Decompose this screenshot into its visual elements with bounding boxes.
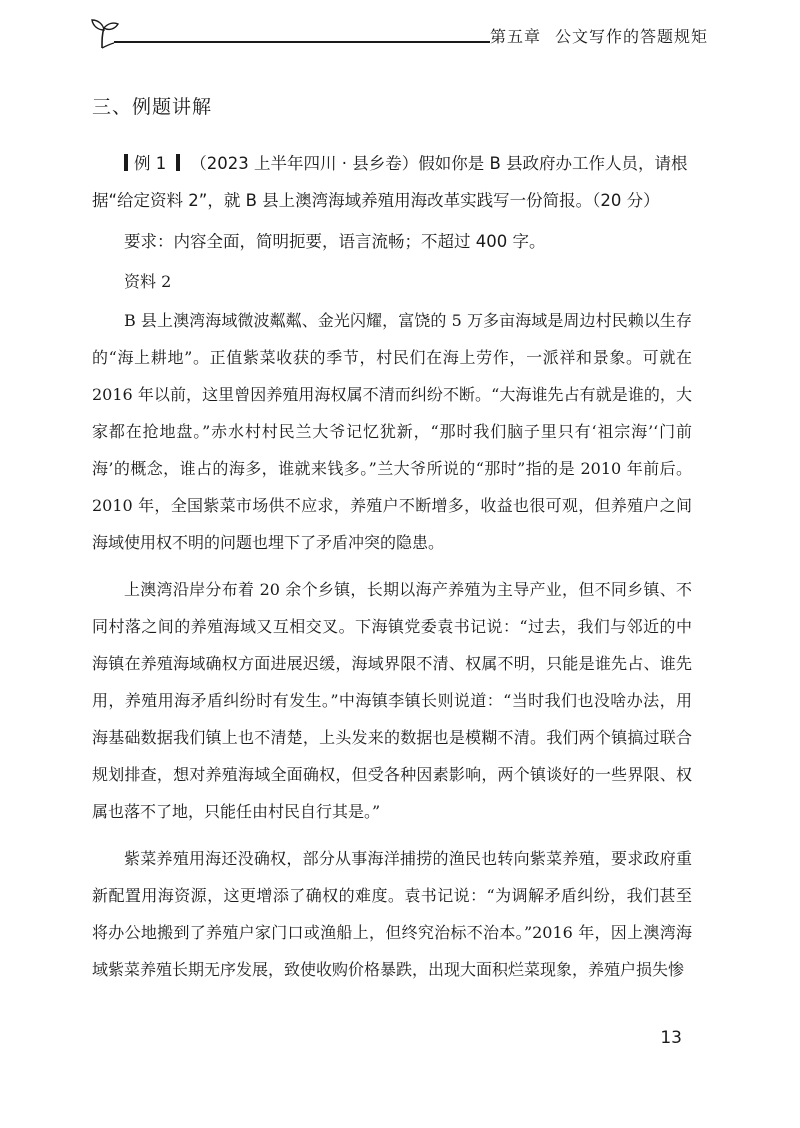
material-paragraph: 紫菜养殖用海还没确权，部分从事海洋捕捞的渔民也转向紫菜养殖，要求政府重新配置用海资源，这更增添了确权的难度。袁书记说：“为调解矛盾纠纷，我们甚至将办公地搬到了养殖户家门口或渔船上，但终究治标不治本。”2016 年，因上澳湾海域紫菜养殖长期无序发展，致使收购价格暴跌，出现大面积烂菜现象，养殖户损失惨 <box>92 849 692 979</box>
page-number: 13 <box>660 1028 682 1048</box>
material-label: 资料 2 <box>124 272 172 291</box>
running-header <box>88 18 708 52</box>
page-body <box>92 92 692 988</box>
material-paragraph: B 县上澳湾海域微波粼粼、金光闪耀，富饶的 5 万多亩海域是周边村民赖以生存的“海上耕地”。正值紫菜收获的季节，村民们在海上劳作，一派祥和景象。可就在 2016 年以前，这里曾因养殖用海权属不清而纠纷不断。“大海谁先占有就是谁的，大家都在抢地盘。”赤水村村民兰大爷记忆犹新，“那时我们脑子里只有‘祖宗海’‘门前海’的概念，谁占的海多，谁就来钱多。”兰大爷所说的“那时”指的是 2010 年前后。2010 年，全国紫菜市场供不应求，养殖户不断增多，收益也很可观，但养殖户之间海域使用权不明的问题也埋下了矛盾冲突的隐患。 <box>92 311 692 552</box>
header-rule <box>114 41 490 43</box>
example-question <box>92 145 692 219</box>
example-label-bar-right <box>176 154 180 171</box>
chapter-number: 第五章 <box>489 27 541 46</box>
example-label-bar-left <box>124 154 128 171</box>
example-label: 例 1 <box>134 154 167 173</box>
sprout-icon <box>88 18 122 52</box>
material-paragraph: 上澳湾沿岸分布着 20 余个乡镇，长期以海产养殖为主导产业，但不同乡镇、不同村落之间的养殖海域又互相交叉。下海镇党委袁书记说：“过去，我们与邻近的中海镇在养殖海域确权方面进展迟缓，海域界限不清、权属不明，只能是谁先占、谁先用，养殖用海矛盾纠纷时有发生。”中海镇李镇长则说道：“当时我们也没啥办法，用海基础数据我们镇上也不清楚，上头发来的数据也是模糊不清。我们两个镇搞过联合规划排查，想对养殖海域全面确权，但受各种因素影响，两个镇谈好的一些界限、权属也落不了地，只能任由村民自行其是。” <box>92 580 692 821</box>
section-heading: 三、例题讲解 <box>92 96 213 118</box>
chapter-title: 公文写作的答题规矩 <box>554 27 708 46</box>
example-text: （2023 上半年四川 · 县乡卷）假如你是 B 县政府办工作人员，请根据“给定资料 2”，就 B 县上澳湾海域养殖用海改革实践写一份简报。（20 分） <box>92 154 688 210</box>
header-title <box>490 24 708 47</box>
requirement-text: 要求：内容全面，简明扼要，语言流畅；不超过 400 字。 <box>124 232 546 251</box>
